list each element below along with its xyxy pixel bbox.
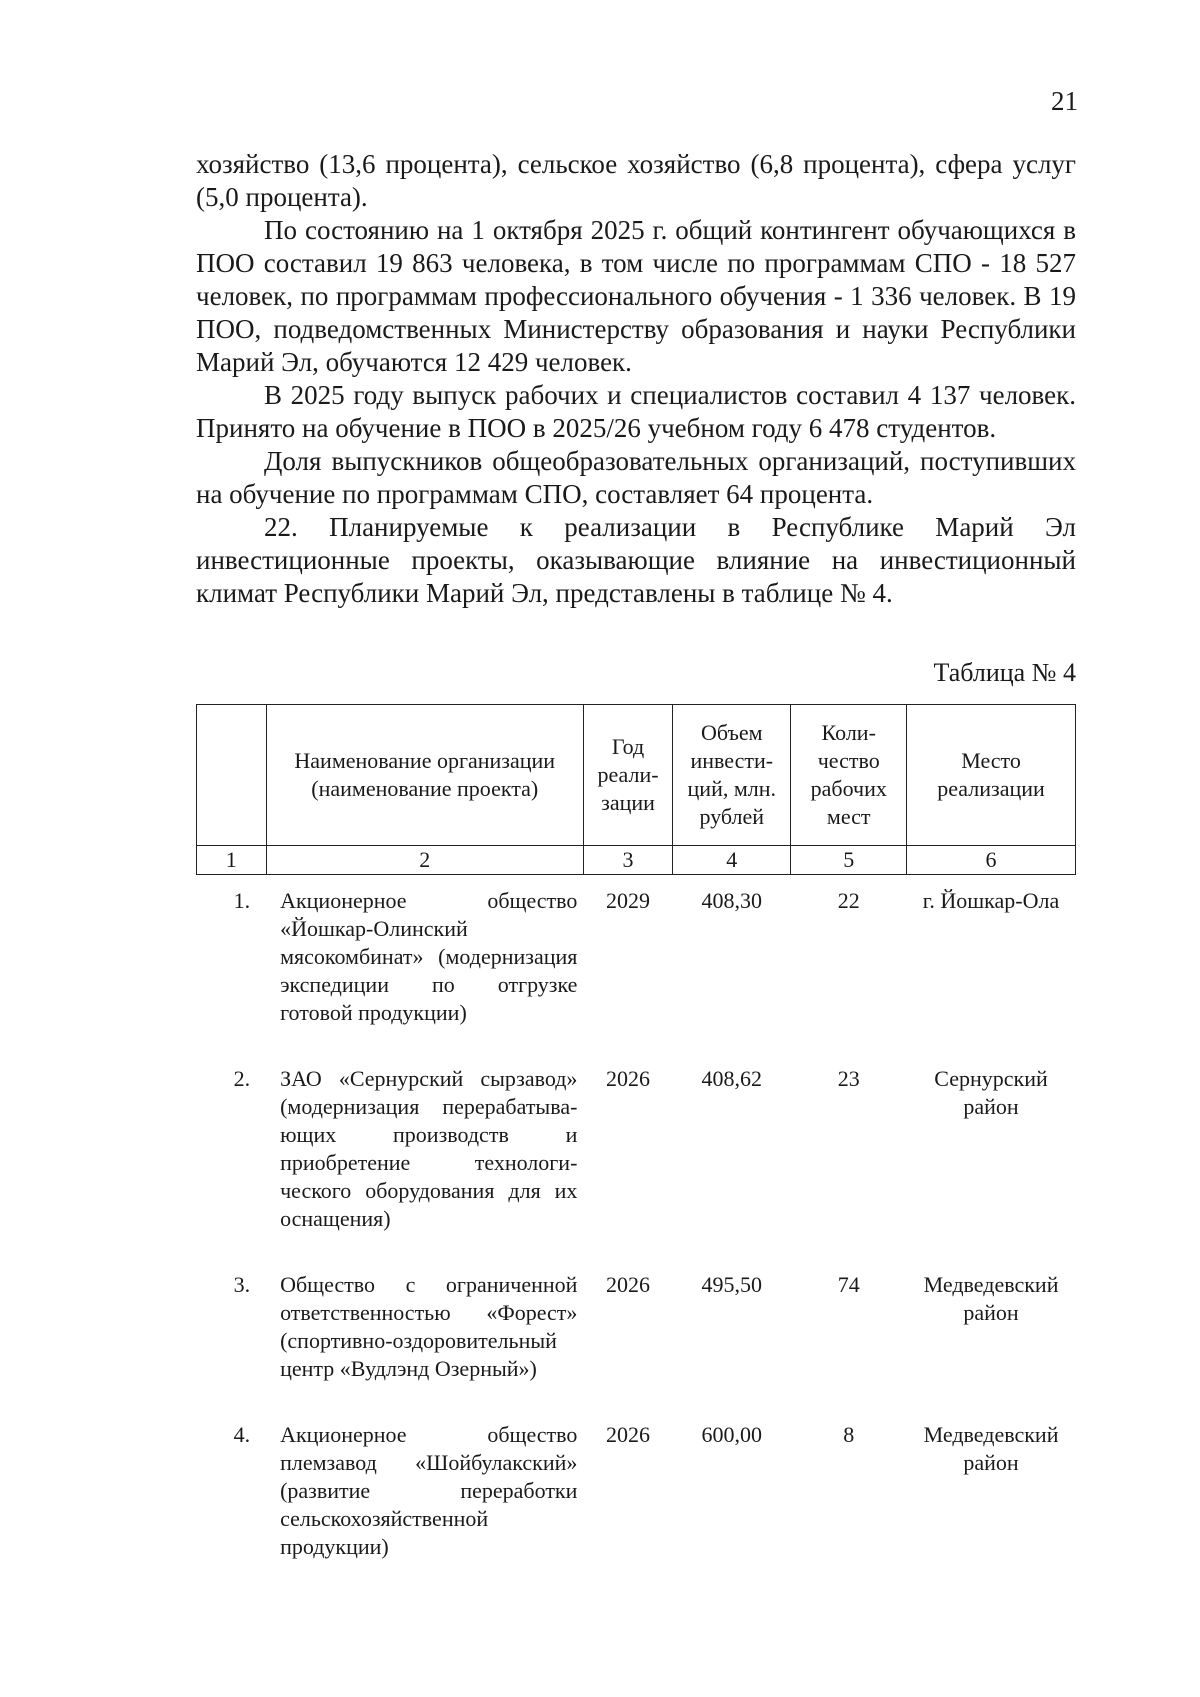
paragraph: 22. Планируемые к реализации в Республике Марий Эл инвестиционные проекты, оказывающие влияние на инвестиционный климат Республики Марий Эл, представлены в таблице № 4.	[196, 512, 1076, 608]
column-number: 4	[673, 846, 791, 875]
organization-name: Акционерное общество «Йошкар-Олинский мясокомбинат» (модернизация экспедиции по отгрузке готовой продукции)	[280, 888, 578, 1025]
investment-volume: 600,00	[701, 1422, 763, 1447]
row-number: 3.	[233, 1272, 251, 1297]
investment-volume: 408,30	[701, 888, 763, 913]
implementation-place: Медведевский район	[923, 1422, 1059, 1475]
implementation-place: Сернурский район	[934, 1066, 1048, 1119]
page-number: 21	[1051, 86, 1078, 116]
paragraph: Доля выпускников общеобразовательных организаций, поступивших на обучение по программам СПО, составляет 64 процента.	[196, 446, 1076, 509]
table-row	[197, 1259, 1076, 1409]
header-cell-number	[197, 705, 267, 846]
paragraph: В 2025 году выпуск рабочих и специалистов составил 4 137 человек. Принято на обучение в ПОО в 2025/26 учебном году 6 478 студентов.	[196, 380, 1076, 443]
investment-volume: 495,50	[701, 1272, 763, 1297]
implementation-year: 2029	[606, 888, 651, 913]
organization-name: ЗАО «Сернурский сырзавод» (модернизация перерабатыва-ющих производств и приобретение технологи-ческого оборудования для их оснащения)	[280, 1066, 578, 1231]
row-number: 1.	[233, 888, 251, 913]
column-number: 3	[583, 846, 672, 875]
header-cell-year: Год реали-зации	[583, 705, 672, 846]
implementation-year: 2026	[606, 1066, 651, 1091]
table-row	[197, 875, 1076, 1054]
organization-name: Общество с ограниченной ответственностью «Форест» (спортивно-оздоровительный центр «Вудлэнд Озерный»)	[280, 1272, 578, 1381]
header-cell-place: Место реализации	[907, 705, 1076, 846]
jobs-count: 23	[837, 1066, 860, 1091]
header-cell-organization: Наименование организации (наименование проекта)	[266, 705, 583, 846]
column-number: 5	[791, 846, 907, 875]
jobs-count: 8	[843, 1422, 855, 1447]
column-number: 6	[907, 846, 1076, 875]
implementation-year: 2026	[606, 1272, 651, 1297]
header-cell-investment: Объем инвести-ций, млн. рублей	[673, 705, 791, 846]
investment-projects-table	[196, 704, 1076, 1587]
column-number: 1	[197, 846, 267, 875]
implementation-place: г. Йошкар-Ола	[922, 888, 1060, 913]
header-cell-jobs: Коли-чество рабочих мест	[791, 705, 907, 846]
table-row	[197, 1409, 1076, 1587]
paragraph: хозяйство (13,6 процента), сельское хозяйство (6,8 процента), сфера услуг (5,0 процента).	[196, 149, 1076, 212]
column-number: 2	[266, 846, 583, 875]
jobs-count: 74	[837, 1272, 860, 1297]
implementation-place: Медведевский район	[923, 1272, 1059, 1325]
body-text	[196, 148, 1076, 610]
paragraph: По состоянию на 1 октября 2025 г. общий контингент обучающихся в ПОО составил 19 863 человека, в том числе по программам СПО - 18 527 человек, по программам профессионального обучения - 1 336 человек. В 19 ПОО, подведомственных Министерству образования и науки Республики Марий Эл, обучаются 12 429 человек.	[196, 215, 1076, 377]
organization-name: Акционерное общество племзавод «Шойбулакский» (развитие переработки сельскохозяйственной продукции)	[280, 1422, 578, 1559]
row-number: 4.	[233, 1422, 251, 1447]
investment-volume: 408,62	[701, 1066, 763, 1091]
table-header-row	[197, 705, 1076, 846]
implementation-year: 2026	[606, 1422, 651, 1447]
table-caption: Таблица № 4	[933, 658, 1076, 687]
row-number: 2.	[233, 1066, 251, 1091]
column-number-row	[197, 846, 1076, 875]
table-row	[197, 1053, 1076, 1259]
jobs-count: 22	[837, 888, 860, 913]
